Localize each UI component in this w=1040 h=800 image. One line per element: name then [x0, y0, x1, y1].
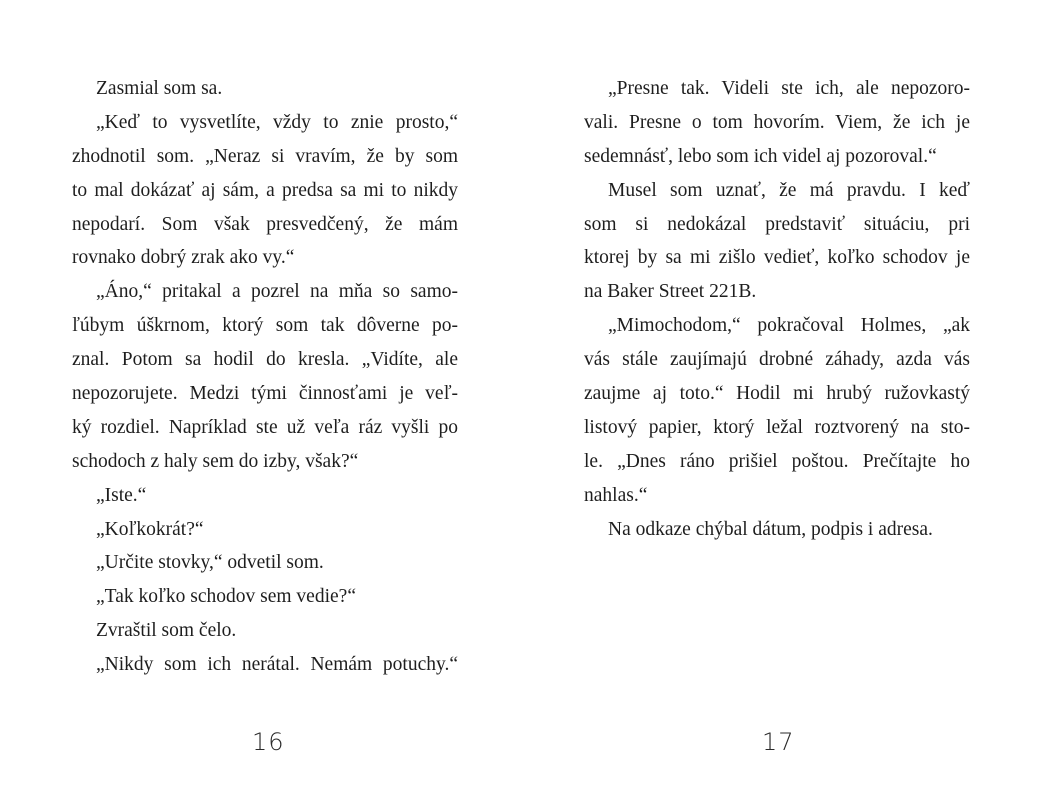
text-line: na Baker Street 221B.	[584, 281, 757, 303]
text-line: ký rozdiel. Napríklad ste už veľa ráz vyšli po	[72, 416, 458, 438]
text-line: „Áno,“ pritakal a pozrel na mňa so samo-	[96, 281, 458, 303]
text-line: zhodnotil som. „Neraz si vravím, že by som	[72, 145, 458, 167]
page-number-left: 16	[252, 728, 285, 756]
text-line: listový papier, ktorý ležal roztvorený na sto-	[584, 416, 970, 438]
text-line: ľúbym úškrnom, ktorý som tak dôverne po-	[72, 315, 458, 337]
text-line: „Určite stovky,“ odvetil som.	[96, 552, 324, 574]
text-line: vás stále zaujímajú drobné záhady, azda vás	[584, 349, 970, 371]
text-line: „Koľkokrát?“	[96, 518, 204, 540]
text-line: Na odkaze chýbal dátum, podpis i adresa.	[608, 518, 933, 540]
left-page-text	[72, 72, 458, 682]
text-line: „Iste.“	[96, 484, 147, 506]
text-line: rovnako dobrý zrak ako vy.“	[72, 247, 295, 269]
page-number-right: 17	[762, 728, 795, 756]
text-line: nahlas.“	[584, 484, 648, 506]
text-line: zaujme aj toto.“ Hodil mi hrubý ružovkastý	[584, 383, 970, 405]
text-line: Zvraštil som čelo.	[96, 620, 237, 642]
text-line: „Presne tak. Videli ste ich, ale nepozoro-	[608, 78, 970, 99]
text-line: nepozorujete. Medzi tými činnosťami je veľ-	[72, 383, 458, 405]
text-line: nepodarí. Som však presvedčený, že mám	[72, 213, 458, 235]
text-line: „Tak koľko schodov sem vedie?“	[96, 586, 356, 608]
text-line: znal. Potom sa hodil do kresla. „Vidíte, ale	[72, 349, 458, 371]
text-line: to mal dokázať aj sám, a predsa sa mi to nikdy	[72, 179, 458, 201]
text-line: „Mimochodom,“ pokračoval Holmes, „ak	[608, 315, 970, 337]
text-line: ktorej by sa mi zišlo vedieť, koľko schodov je	[584, 247, 970, 269]
text-line: vali. Presne o tom hovorím. Viem, že ich je	[584, 111, 970, 133]
text-line: Musel som uznať, že má pravdu. I keď	[608, 179, 970, 201]
text-line: som si nedokázal predstaviť situáciu, pri	[584, 213, 970, 235]
text-line: „Nikdy som ich nerátal. Nemám potuchy.“	[96, 654, 458, 676]
text-line: sedemnásť, lebo som ich videl aj pozoroval.“	[584, 145, 937, 167]
text-line: Zasmial som sa.	[96, 78, 223, 99]
text-line: schodoch z haly sem do izby, však?“	[72, 450, 359, 472]
text-line: „Keď to vysvetlíte, vždy to znie prosto,“	[96, 111, 458, 133]
text-line: le. „Dnes ráno prišiel poštou. Prečítajte ho	[584, 450, 970, 472]
right-page-text	[584, 72, 970, 546]
